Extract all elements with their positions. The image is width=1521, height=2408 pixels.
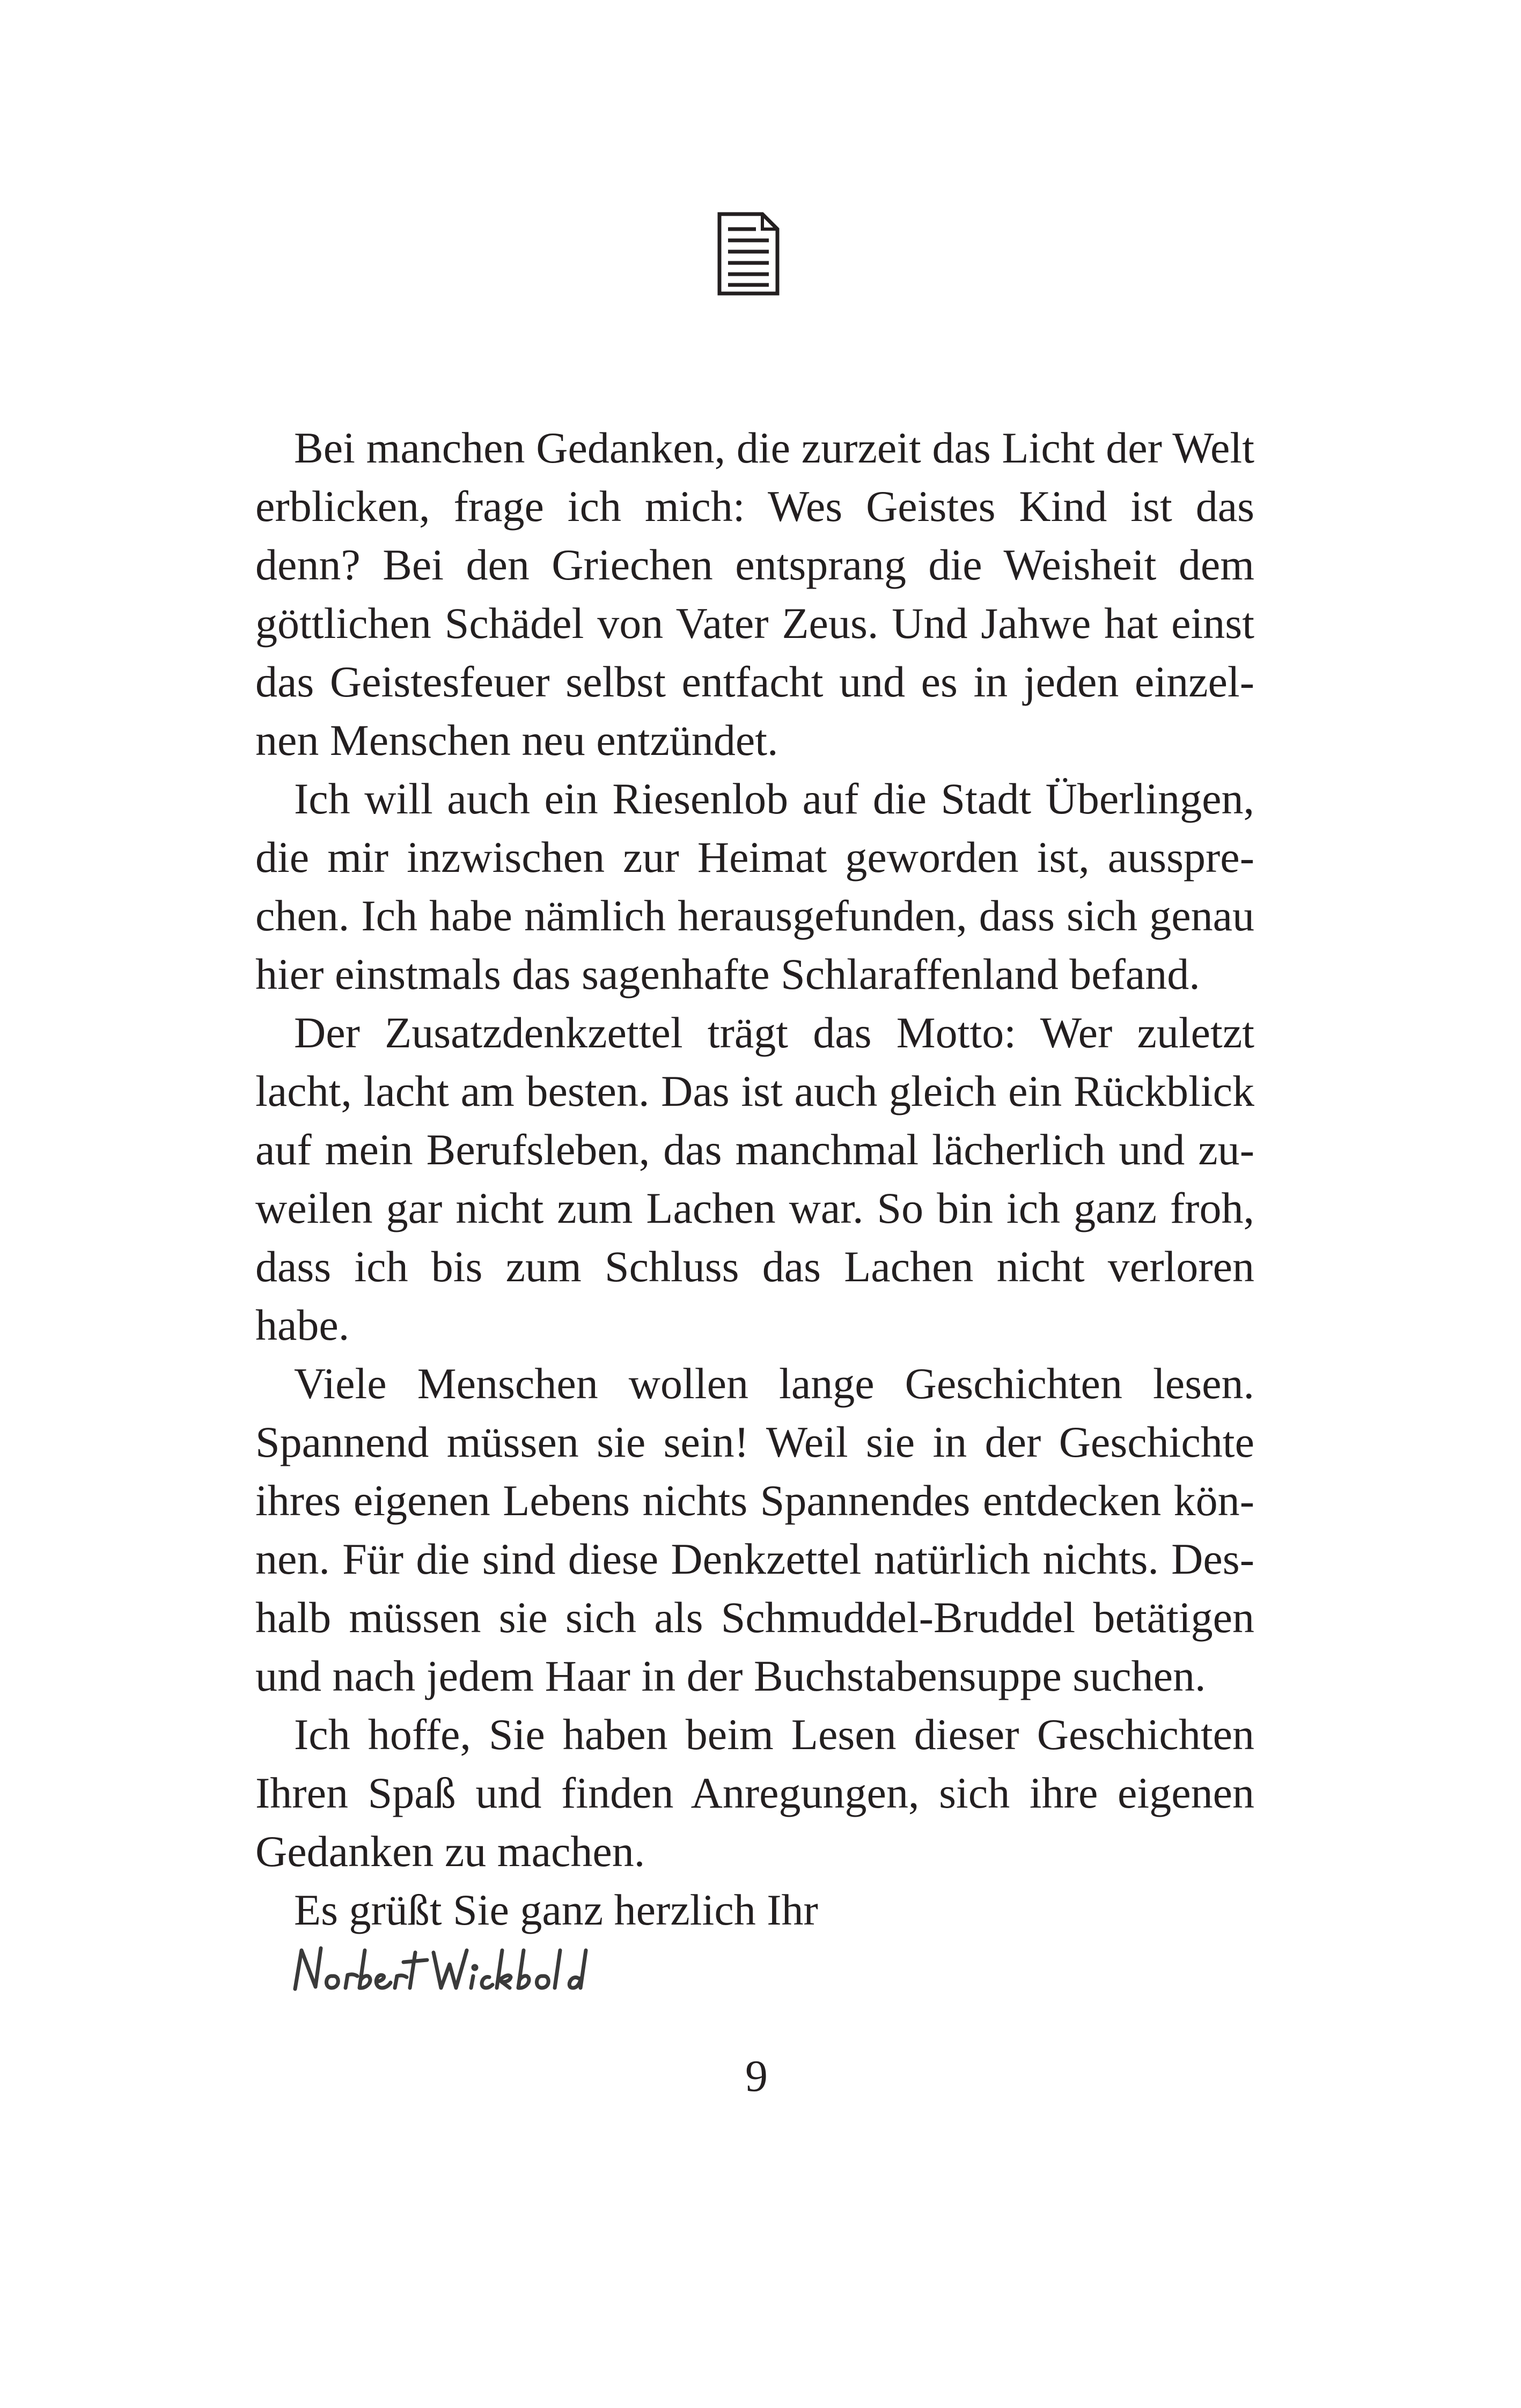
page-number: 9	[745, 2051, 768, 2101]
paragraph: Viele Menschen wollen lange Geschichten lesen. Spannend müssen sie sein! Weil sie in der Geschichte ihres eigenen Lebens nichts Spannendes entdecken können. Für die sind diese Denkzettel natürlich nichts. Deshalb müssen sie sich als Schmuddel-Bruddel betätigen und nach jedem Haar in der Buchstabensuppe suchen.	[255, 1359, 1254, 1700]
closing-line: Es grüßt Sie ganz herzlich Ihr	[294, 1885, 818, 1934]
paragraph: Bei manchen Gedanken, die zurzeit das Licht der Welt erblicken, frage ich mich: Wes Geistes Kind ist das denn? Bei den Griechen entsprang die Weisheit dem göttlichen Schädel von Vater Zeus. Und Jahwe hat einst das Geistesfeuer selbst entfacht und es in jeden einzelnen Menschen neu entzündet.	[255, 423, 1254, 765]
paragraph: Der Zusatzdenkzettel trägt das Motto: Wer zuletzt lacht, lacht am besten. Das ist auch gleich ein Rückblick auf mein Berufsleben, das manchmal lächerlich und zuweilen gar nicht zum Lachen war. So bin ich ganz froh, dass ich bis zum Schluss das Lachen nicht verloren habe.	[255, 1008, 1254, 1349]
body-text	[255, 419, 1254, 1939]
paragraph: Ich will auch ein Riesenlob auf die Stadt Überlingen, die mir inzwischen zur Heimat geworden ist, aussprechen. Ich habe nämlich herausgefunden, dass sich genau hier einstmals das sagenhafte Schlaraffenland befand.	[255, 774, 1254, 999]
handwritten-signature	[290, 1929, 633, 2009]
paragraph: Ich hoffe, Sie haben beim Lesen dieser Geschichten Ihren Spaß und finden Anregungen, sich ihre eigenen Gedanken zu machen.	[255, 1710, 1254, 1876]
document-page-icon	[716, 211, 781, 297]
